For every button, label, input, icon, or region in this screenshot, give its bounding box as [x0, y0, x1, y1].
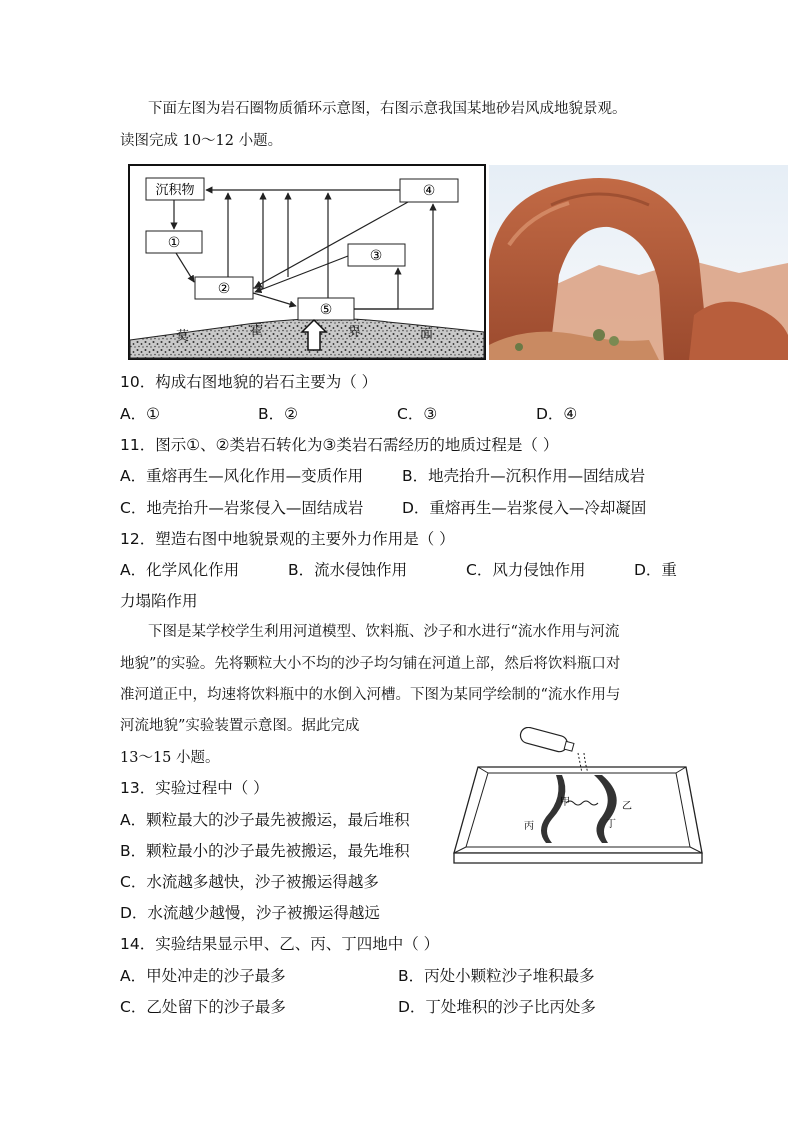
intro2-line1: 下图是某学校学生利用河道模型、饮料瓶、沙子和水进行“流水作用与河流: [148, 624, 620, 640]
ground-label-2: 霍: [250, 323, 264, 338]
box-2-label: ②: [217, 281, 231, 297]
ground-label-3: 界: [348, 325, 362, 340]
q12-option-b[interactable]: B．流水侵蚀作用: [288, 561, 408, 579]
q11-option-d[interactable]: D．重熔再生—岩浆侵入—冷却凝固: [402, 499, 647, 517]
q10-stem: 10．构成右图地貌的岩石主要为（ ）: [120, 373, 378, 391]
q12-option-a[interactable]: A．化学风化作用: [120, 561, 240, 579]
label-yi: 乙: [622, 801, 632, 812]
river-experiment-diagram: [450, 727, 704, 867]
q14-stem: 14．实验结果显示甲、乙、丙、丁四地中（ ）: [120, 935, 440, 953]
q12-option-d-continuation: 力塌陷作用: [120, 592, 198, 610]
q13-option-a[interactable]: A．颗粒最大的沙子最先被搬运，最后堆积: [120, 811, 410, 829]
box-5-label: ⑤: [319, 302, 333, 318]
box-1-label: ①: [167, 235, 181, 251]
intro2-line2: 地貌”的实验。先将颗粒大小不均的沙子均匀铺在河道上部，然后将饮料瓶口对: [120, 656, 621, 672]
label-jia: 甲: [560, 797, 570, 808]
q13-stem: 13．实验过程中（ ）: [120, 779, 269, 797]
intro2-line4: 河流地貌”实验装置示意图。据此完成: [120, 718, 360, 734]
sandstone-arch-photo: [489, 165, 788, 360]
q13-option-b[interactable]: B．颗粒最小的沙子最先被搬运，最先堆积: [120, 842, 410, 860]
q10-option-c[interactable]: C．③: [397, 405, 438, 423]
box-4-label: ④: [422, 183, 436, 199]
ground-label-4: 面: [420, 327, 434, 342]
ground-label-1: 莫: [176, 329, 190, 344]
rock-cycle-diagram: [128, 164, 486, 360]
q12-stem: 12．塑造右图中地貌景观的主要外力作用是（ ）: [120, 530, 455, 548]
intro2-line5: 13～15 小题。: [120, 750, 220, 766]
q10-option-d[interactable]: D．④: [536, 405, 578, 423]
label-ding: 丁: [606, 819, 616, 830]
intro1-line2: 读图完成 10～12 小题。: [120, 133, 283, 149]
q11-option-a[interactable]: A．重熔再生—风化作用—变质作用: [120, 467, 364, 485]
q13-option-c[interactable]: C．水流越多越快，沙子被搬运得越多: [120, 873, 379, 891]
q14-option-b[interactable]: B．丙处小颗粒沙子堆积最多: [398, 967, 595, 985]
intro1-line1: 下面左图为岩石圈物质循环示意图，右图示意我国某地砂岩风成地貌景观。: [148, 101, 627, 117]
q11-option-c[interactable]: C．地壳抬升—岩浆侵入—固结成岩: [120, 499, 364, 517]
q14-option-a[interactable]: A．甲处冲走的沙子最多: [120, 967, 286, 985]
q11-option-b[interactable]: B．地壳抬升—沉积作用—固结成岩: [402, 467, 646, 485]
q10-option-b[interactable]: B．②: [258, 405, 299, 423]
label-bing: 丙: [524, 821, 534, 832]
box-3-label: ③: [369, 248, 383, 264]
q12-option-d[interactable]: D．重: [634, 561, 677, 579]
q10-option-a[interactable]: A．①: [120, 405, 160, 423]
q12-option-c[interactable]: C．风力侵蚀作用: [466, 561, 586, 579]
bottle-icon: [519, 727, 575, 755]
q14-option-c[interactable]: C．乙处留下的沙子最多: [120, 998, 286, 1016]
intro2-line3: 准河道正中，均速将饮料瓶中的水倒入河槽。下图为某同学绘制的“流水作用与: [120, 687, 621, 703]
q11-stem: 11．图示①、②类岩石转化为③类岩石需经历的地质过程是（ ）: [120, 436, 559, 454]
q13-option-d[interactable]: D．水流越少越慢，沙子被搬运得越远: [120, 904, 380, 922]
q14-option-d[interactable]: D．丁处堆积的沙子比丙处多: [398, 998, 596, 1016]
sediment-label: 沉积物: [155, 183, 195, 198]
